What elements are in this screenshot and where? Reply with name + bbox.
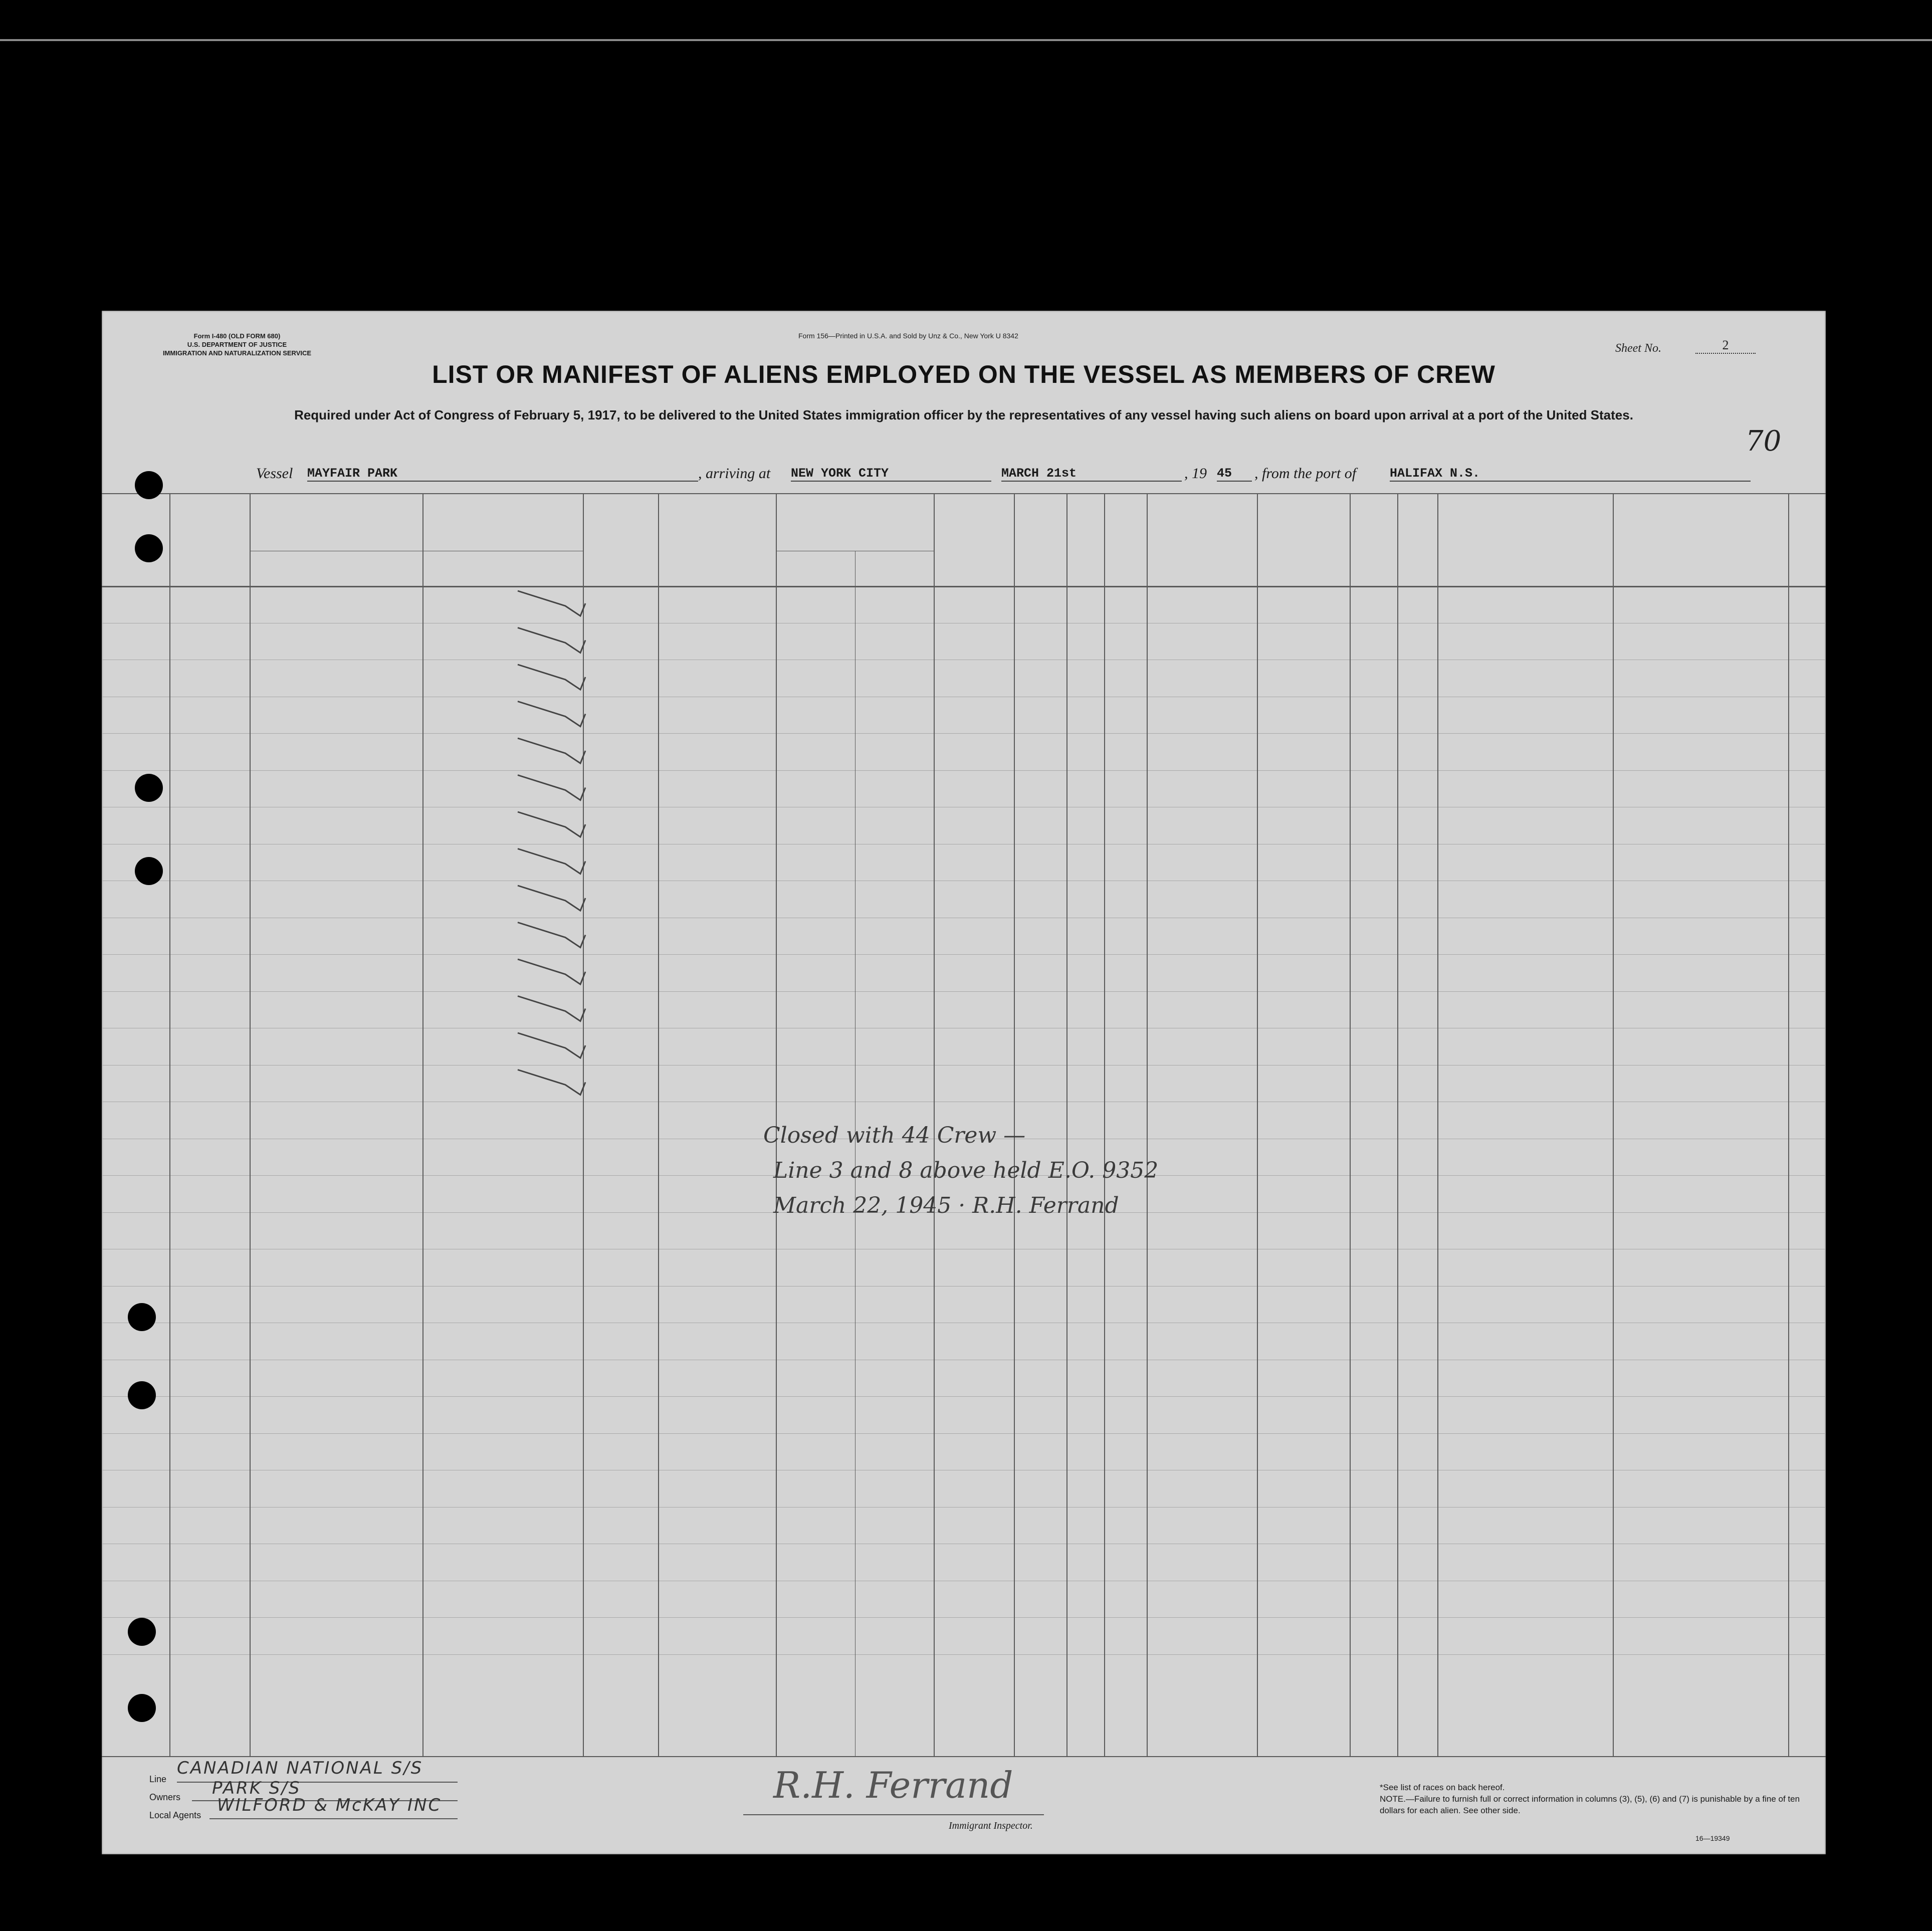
printer-note: Form 156—Printed in U.S.A. and Sold by Unz & Co., New York U 8342 — [798, 332, 1018, 340]
owners-value: PARK S/S — [212, 1778, 301, 1798]
punch-hole — [128, 1303, 156, 1331]
page-subtitle: Required under Act of Congress of February 5, 1917, to be delivered to the United States immigration officer by the representatives of any vessel having such aliens on board upon arrival at a port of the United States. — [294, 407, 1633, 422]
from-port-label: , from the port of — [1254, 465, 1357, 482]
row-rule — [102, 770, 1826, 771]
row-rule — [102, 1396, 1826, 1397]
column-rule — [583, 493, 584, 1757]
arrival-year: 45 — [1217, 466, 1252, 482]
check-mark — [518, 959, 585, 984]
column-rule — [169, 493, 170, 1757]
row-rule — [102, 991, 1826, 992]
check-mark — [518, 849, 585, 874]
check-mark — [518, 1033, 585, 1058]
agents-value: WILFORD & McKAY INC — [217, 1795, 442, 1815]
check-mark — [518, 886, 585, 911]
column-rule — [1066, 493, 1067, 1757]
check-mark — [518, 738, 585, 763]
arriving-label: , arriving at — [698, 465, 771, 482]
owners-label: Owners — [149, 1792, 181, 1802]
agents-underline — [209, 1818, 458, 1819]
column-rule — [658, 493, 659, 1757]
row-rule — [102, 733, 1826, 734]
column-rule — [1350, 493, 1351, 1757]
arriving-port: NEW YORK CITY — [791, 466, 991, 482]
column-rule — [1147, 493, 1148, 1757]
page-number: 70 — [1746, 425, 1782, 458]
arrival-date: MARCH 21st — [1001, 466, 1182, 482]
vessel-label: Vessel — [256, 465, 293, 482]
check-mark — [518, 665, 585, 690]
punch-hole — [135, 774, 163, 802]
check-mark — [518, 702, 585, 727]
column-rule — [1257, 493, 1258, 1757]
column-rule — [1613, 493, 1614, 1757]
check-mark — [518, 628, 585, 653]
form-identifier — [132, 332, 342, 357]
handwritten-note-3: March 22, 1945 · R.H. Ferrand — [773, 1193, 1119, 1218]
service: IMMIGRATION AND NATURALIZATION SERVICE — [162, 349, 312, 357]
handwritten-note-1: Closed with 44 Crew — — [763, 1123, 1026, 1148]
year-label: , 19 — [1184, 465, 1207, 482]
check-mark — [518, 591, 585, 616]
agents-label: Local Agents — [149, 1810, 201, 1820]
footer-notes — [1290, 1782, 1806, 1816]
page-title: LIST OR MANIFEST OF ALIENS EMPLOYED ON THE VESSEL AS MEMBERS OF CREW — [432, 360, 1495, 388]
column-rule — [1397, 493, 1398, 1757]
row-rule — [102, 1507, 1826, 1508]
manifest-sheet — [102, 311, 1826, 1854]
line-label: Line — [149, 1774, 167, 1784]
punch-hole — [128, 1694, 156, 1722]
signature-line — [743, 1814, 1044, 1815]
row-rule — [102, 954, 1826, 955]
row-rule — [102, 1654, 1826, 1655]
punch-hole — [128, 1381, 156, 1409]
inspector-label: Immigrant Inspector. — [949, 1820, 1033, 1831]
column-rule — [1437, 493, 1438, 1757]
column-rule — [1104, 493, 1105, 1757]
punch-hole — [135, 534, 163, 562]
form-code: 16—19349 — [1695, 1834, 1730, 1842]
sheet-number: 2 — [1695, 338, 1756, 354]
punch-hole — [135, 857, 163, 885]
table-top-border — [102, 493, 1826, 494]
table-bottom-border — [102, 1756, 1826, 1757]
punch-hole — [135, 471, 163, 499]
inspector-signature: R.H. Ferrand — [773, 1764, 1013, 1806]
punch-hole — [128, 1618, 156, 1646]
column-rule — [1788, 493, 1789, 1757]
header-bottom-border — [102, 586, 1826, 587]
department: U.S. DEPARTMENT OF JUSTICE — [187, 341, 287, 348]
column-rule — [422, 493, 423, 1757]
column-rule — [250, 493, 251, 1757]
check-mark — [518, 1070, 585, 1095]
check-mark — [518, 923, 585, 948]
check-mark — [518, 812, 585, 837]
row-rule — [102, 1617, 1826, 1618]
form-number: Form I-480 (OLD FORM 680) — [193, 332, 281, 340]
sheet-label: Sheet No. — [1615, 342, 1661, 355]
handwritten-note-2: Line 3 and 8 above held E.O. 9352 — [773, 1158, 1159, 1183]
line-value: CANADIAN NATIONAL S/S — [177, 1758, 423, 1778]
check-mark — [518, 775, 585, 800]
penalty-note: NOTE.—Failure to furnish full or correct information in columns (3), (5), (6) and (7) is punishable by a fine of ten dollars for each alien. See other side. — [1380, 1794, 1800, 1815]
check-mark — [518, 996, 585, 1021]
races-note: *See list of races on back hereof. — [1380, 1783, 1505, 1792]
vessel-name: MAYFAIR PARK — [307, 466, 698, 482]
from-port: HALIFAX N.S. — [1390, 466, 1751, 482]
row-rule — [102, 1433, 1826, 1434]
scan-edge-line — [0, 39, 1932, 41]
